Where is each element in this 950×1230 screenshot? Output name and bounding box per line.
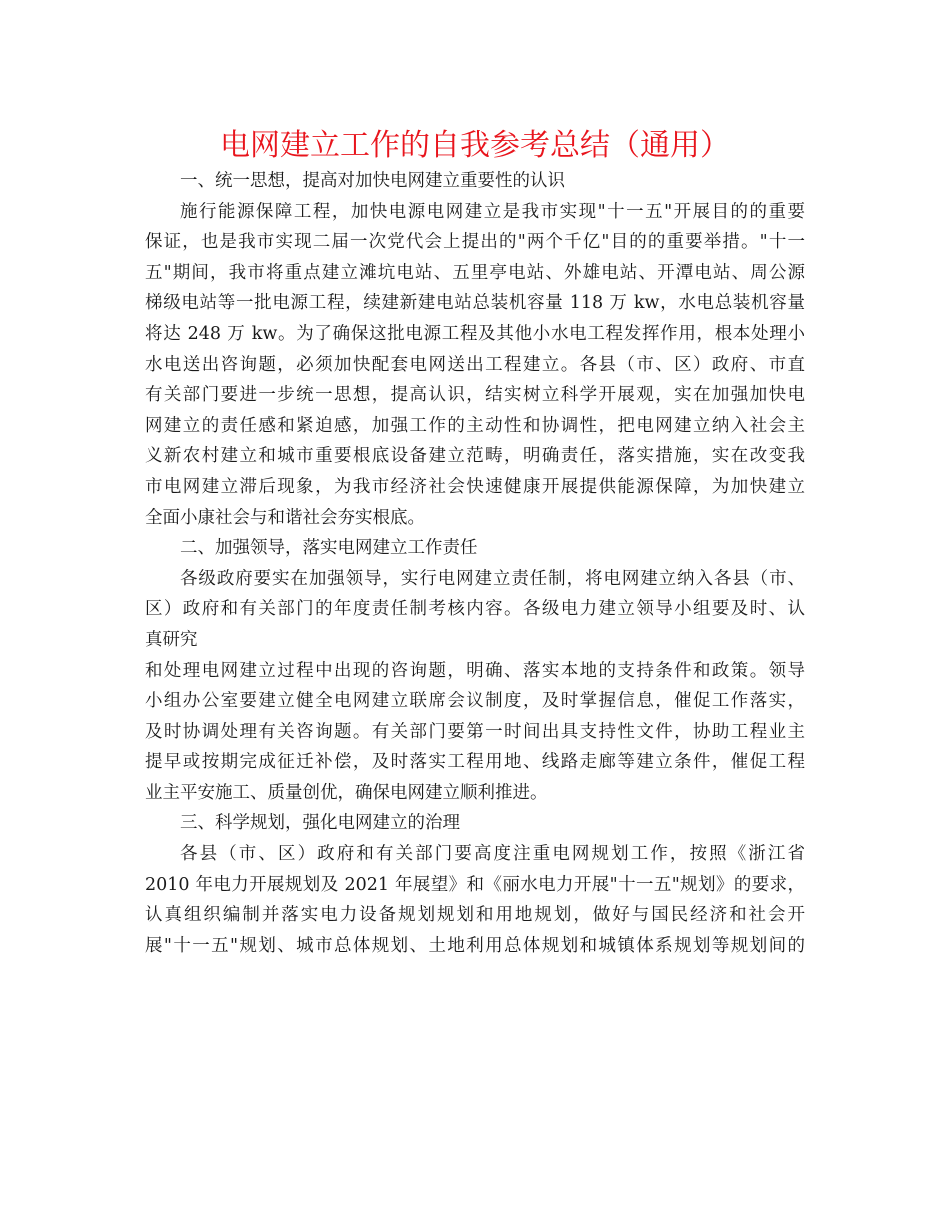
paragraph-line: 梯级电站等一批电源工程，续建新建电站总装机容量 118 万 kw，水电总装机容量	[145, 293, 805, 314]
section-heading-1: 一、统一思想，提高对加快电网建立重要性的认识	[180, 171, 565, 191]
paragraph-line: 区）政府和有关部门的年度责任制考核内容。各级电力建立领导小组要及时、认	[145, 599, 805, 620]
paragraph-line: 各级政府要实在加强领导，实行电网建立责任制，将电网建立纳入各县（市、	[180, 568, 805, 589]
paragraph-line: 认真组织编制并落实电力设备规划规划和用地规划，做好与国民经济和社会开	[145, 905, 805, 926]
paragraph-line: 五"期间，我市将重点建立滩坑电站、五里亭电站、外雄电站、开潭电站、周公源	[145, 262, 805, 283]
paragraph-line: 小组办公室要建立健全电网建立联席会议制度，及时掌握信息，催促工作落实，	[145, 691, 805, 712]
paragraph-line: 施行能源保障工程，加快电源电网建立是我市实现"十一五"开展目的的重要	[180, 201, 805, 222]
paragraph-line: 业主平安施工、质量创优，确保电网建立顺利推进。	[145, 782, 548, 803]
paragraph-line: 各县（市、区）政府和有关部门要高度注重电网规划工作，按照《浙江省	[180, 844, 805, 865]
paragraph-line: 展"十一五"规划、城市总体规划、土地利用总体规划和城镇体系规划等规划间的	[145, 935, 805, 956]
paragraph-line: 将达 248 万 kw。为了确保这批电源工程及其他小水电工程发挥作用，根本处理小	[145, 323, 805, 344]
section-heading-2: 二、加强领导，落实电网建立工作责任	[180, 538, 478, 559]
paragraph-line: 提早或按期完成征迁补偿，及时落实工程用地、线路走廊等建立条件，催促工程	[145, 752, 805, 773]
paragraph-line: 市电网建立滞后现象，为我市经济社会快速健康开展提供能源保障，为加快建立	[145, 476, 805, 497]
paragraph-line: 真研究	[145, 629, 198, 650]
paragraph-line: 和处理电网建立过程中出现的咨询题，明确、落实本地的支持条件和政策。领导	[145, 660, 805, 681]
paragraph-line: 及时协调处理有关咨询题。有关部门要第一时间出具支持性文件，协助工程业主	[145, 721, 805, 742]
paragraph-line: 有关部门要进一步统一思想，提高认识，结实树立科学开展观，实在加强加快电	[145, 385, 805, 406]
paragraph-line: 保证，也是我市实现二届一次党代会上提出的"两个千亿"目的的重要举措。"十一	[145, 232, 805, 253]
section-heading-3: 三、科学规划，强化电网建立的治理	[180, 813, 460, 834]
paragraph-line: 2010 年电力开展规划及 2021 年展望》和《丽水电力开展"十一五"规划》的要求，	[145, 874, 805, 895]
paragraph-line: 义新农村建立和城市重要根底设备建立范畴，明确责任，落实措施，实在改变我	[145, 446, 805, 467]
document-title: 电网建立工作的自我参考总结（通用）	[220, 128, 730, 163]
paragraph-line: 网建立的责任感和紧迫感，加强工作的主动性和协调性，把电网建立纳入社会主	[145, 415, 805, 436]
paragraph-line: 全面小康社会与和谐社会夯实根底。	[145, 507, 425, 528]
paragraph-line: 水电送出咨询题，必须加快配套电网送出工程建立。各县（市、区）政府、市直	[145, 354, 805, 375]
document-body	[145, 166, 805, 961]
